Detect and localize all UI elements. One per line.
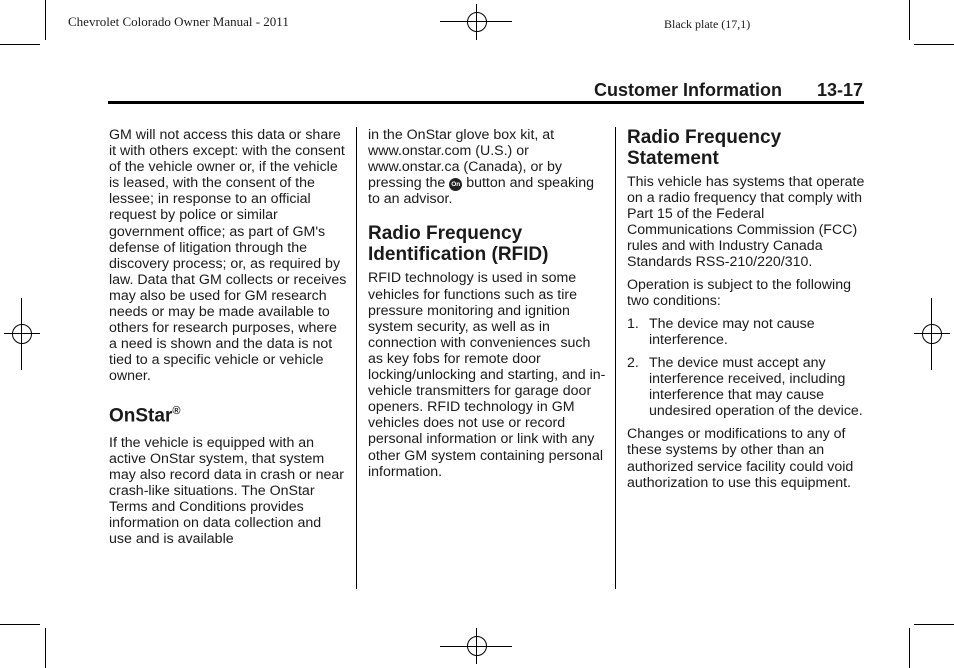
rfid-paragraph: RFID technology is used in some vehicles for functions such as tire pressure monitoring and ignition system security, as well as in connection with conveniences such as key fobs for remote door locking/unlocking and starting, and in-vehicle transmitters for garage door openers. RFID technology in GM vehicles does not use or record personal information or link with any other GM system containing personal information. <box>368 270 606 480</box>
column-2 <box>368 127 606 480</box>
onstar-button-icon: On <box>449 178 462 191</box>
radio-frequency-statement-heading: Radio Frequency Statement <box>627 127 782 169</box>
onstar-continued-paragraph <box>368 127 606 207</box>
section-title: Customer Information <box>594 80 783 100</box>
column-divider-1 <box>356 127 357 589</box>
list-item-number: 1. <box>627 315 639 332</box>
onstar-heading <box>109 401 347 426</box>
list-item <box>627 316 867 348</box>
conditions-intro: Operation is subject to the following two conditions: <box>627 276 851 309</box>
onstar-heading-text: OnStar <box>109 404 173 426</box>
plate-label: Black plate (17,1) <box>664 17 751 31</box>
onstar-paragraph: If the vehicle is equipped with an active OnStar system, that system may also record data in crash or near crash-like situations. The OnStar Terms and Conditions provides information on data collection and use and is available <box>109 434 344 548</box>
header-rule <box>108 101 864 104</box>
registered-mark: ® <box>172 404 181 417</box>
list-item-text: The device must accept any interference received, including interference that may cause undesired operation of the device. <box>649 354 863 420</box>
rfid-heading: Radio Frequency Identification (RFID) <box>368 223 549 266</box>
column-3 <box>627 127 867 491</box>
data-access-paragraph: GM will not access this data or share it with others except: with the consent of the vehicle owner or, if the vehicle is leased, with the consent of the lessee; in response to an official request by police or similar government office; as part of GM's defense of litigation through the discovery process; or, as required by law. Data that GM collects or receives may also be used for GM research needs or may be made available to others for research purposes, where a need is shown and the data is not tied to a specific vehicle or vehicle owner. <box>109 127 347 385</box>
rfs-paragraph: This vehicle has systems that operate on a radio frequency that comply with Part 15 of the Federal Communications Commission (FCC) rules and with Industry Canada Standards RSS-210/220/310. <box>627 174 865 271</box>
list-item <box>627 355 867 419</box>
list-item-text: The device may not cause interference. <box>649 315 815 348</box>
manual-title: Chevrolet Colorado Owner Manual - 2011 <box>68 14 289 29</box>
column-1 <box>109 127 347 547</box>
onstar-continued-text-b: button and speaking to an advisor. <box>368 175 594 208</box>
onstar-continued-text-a: in the OnStar glove box kit, at www.onstar.com (U.S.) or www.onstar.ca (Canada), or by pressing the <box>368 127 562 192</box>
column-divider-2 <box>615 127 616 589</box>
page-number: 13-17 <box>817 80 864 100</box>
closing-paragraph: Changes or modifications to any of these systems by other than an authorized service facility could void authorization to use this equipment. <box>627 426 854 491</box>
list-item-number: 2. <box>627 354 639 371</box>
